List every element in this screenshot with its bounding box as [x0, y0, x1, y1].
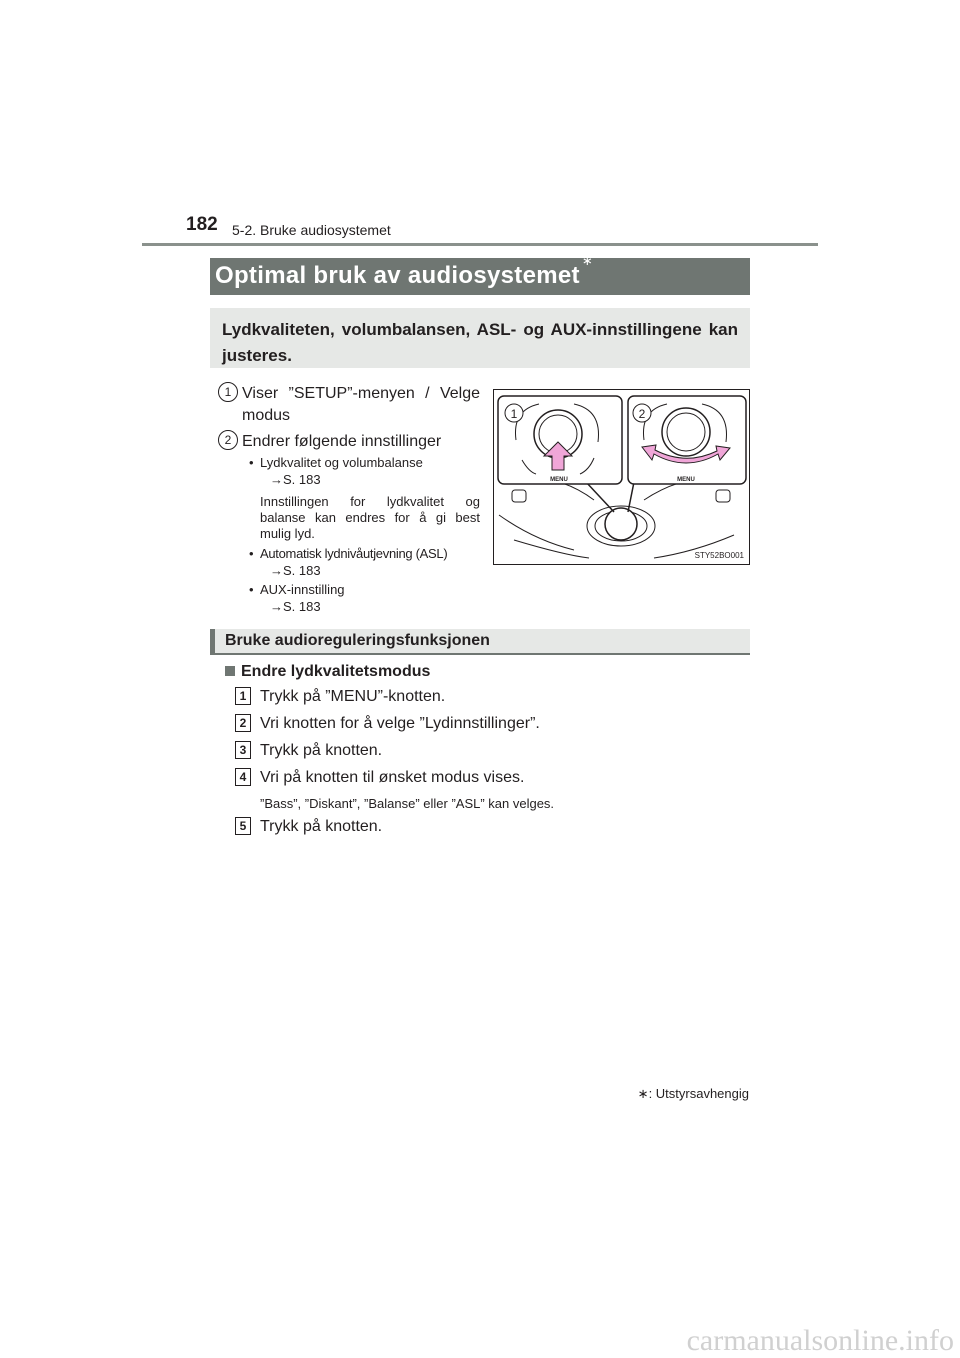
page-reference: S. 183 — [283, 472, 321, 487]
note-line3: mulig lyd. — [260, 526, 315, 541]
step-5-number: 5 — [235, 817, 251, 835]
list-item-sound-quality-ref — [270, 472, 321, 488]
list-item-asl-ref — [270, 563, 321, 579]
callout-1-number: 1 — [218, 382, 238, 402]
section-reference: 5-2. Bruke audiosystemet — [232, 222, 391, 238]
title-text: Optimal bruk av audiosystemet — [215, 262, 580, 289]
note-line1: Innstillingen for lydkvalitet og — [260, 494, 480, 509]
list-item-aux: • AUX-innstilling — [260, 582, 345, 598]
callout-1-line2: modus — [242, 407, 291, 424]
square-bullet-icon — [225, 666, 235, 676]
procedure-heading — [225, 663, 430, 681]
step-1-text: Trykk på ”MENU”-knotten. — [260, 688, 446, 705]
step-2-number: 2 — [235, 714, 251, 732]
menu-label-right: MENU — [677, 477, 695, 483]
step-4-text: Vri på knotten til ønsket modus vises. — [260, 769, 525, 786]
options-note: ”Bass”, ”Diskant”, ”Balanse” eller ”ASL” kan velges. — [260, 796, 555, 811]
intro-box — [210, 308, 750, 368]
step-3-number: 3 — [235, 741, 251, 759]
audio-knob-figure — [493, 389, 750, 565]
step-5-text: Trykk på knotten. — [260, 818, 383, 835]
page-reference: S. 183 — [283, 563, 321, 578]
figure-label-2: 2 — [638, 407, 646, 421]
page-number: 182 — [186, 214, 218, 235]
callout-1-line1: Viser ”SETUP”-menyen / Velge — [242, 385, 480, 402]
footnote — [638, 1086, 749, 1102]
step-4-number: 4 — [235, 768, 251, 786]
subsection-header — [210, 629, 750, 655]
list-item-sound-quality: • Lydkvalitet og volumbalanse — [260, 455, 423, 471]
callout-2-number: 2 — [218, 430, 238, 450]
figure-code: STY52BO001 — [694, 551, 744, 560]
step-1-number: 1 — [235, 687, 251, 705]
step-2-text: Vri knotten for å velge ”Lydinnstillinger”. — [260, 715, 540, 732]
procedure-heading-text: Endre lydkvalitetsmodus — [241, 663, 431, 680]
knob-illustration — [494, 390, 749, 564]
header-rule — [142, 243, 818, 246]
figure-label-1: 1 — [510, 407, 518, 421]
intro-text: Lydkvaliteten, volumbalansen, ASL- og AUX-innstillingene kan justeres. — [222, 320, 738, 365]
title-bar — [210, 253, 750, 295]
subsection-title: Bruke audioreguleringsfunksjonen — [225, 632, 490, 649]
note-line2: balanse kan endres for å gi best — [260, 510, 480, 525]
menu-label-left: MENU — [550, 477, 568, 483]
watermark: carmanualsonline.info — [686, 1324, 954, 1357]
footnote-text: : Utstyrsavhengig — [648, 1086, 749, 1101]
list-item-asl: • Automatisk lydnivåutjevning (ASL) — [260, 546, 447, 562]
callout-2-text: Endrer følgende innstillinger — [242, 433, 442, 450]
list-item-aux-ref — [270, 599, 321, 615]
page-title — [215, 253, 594, 290]
footnote-asterisk: ∗ — [637, 1086, 649, 1101]
arrow-icon: → — [270, 472, 283, 487]
page-reference: S. 183 — [283, 599, 321, 614]
arrow-icon: → — [270, 563, 283, 578]
arrow-icon: → — [270, 599, 283, 614]
title-asterisk: ∗ — [581, 253, 594, 268]
step-3-text: Trykk på knotten. — [260, 742, 383, 759]
